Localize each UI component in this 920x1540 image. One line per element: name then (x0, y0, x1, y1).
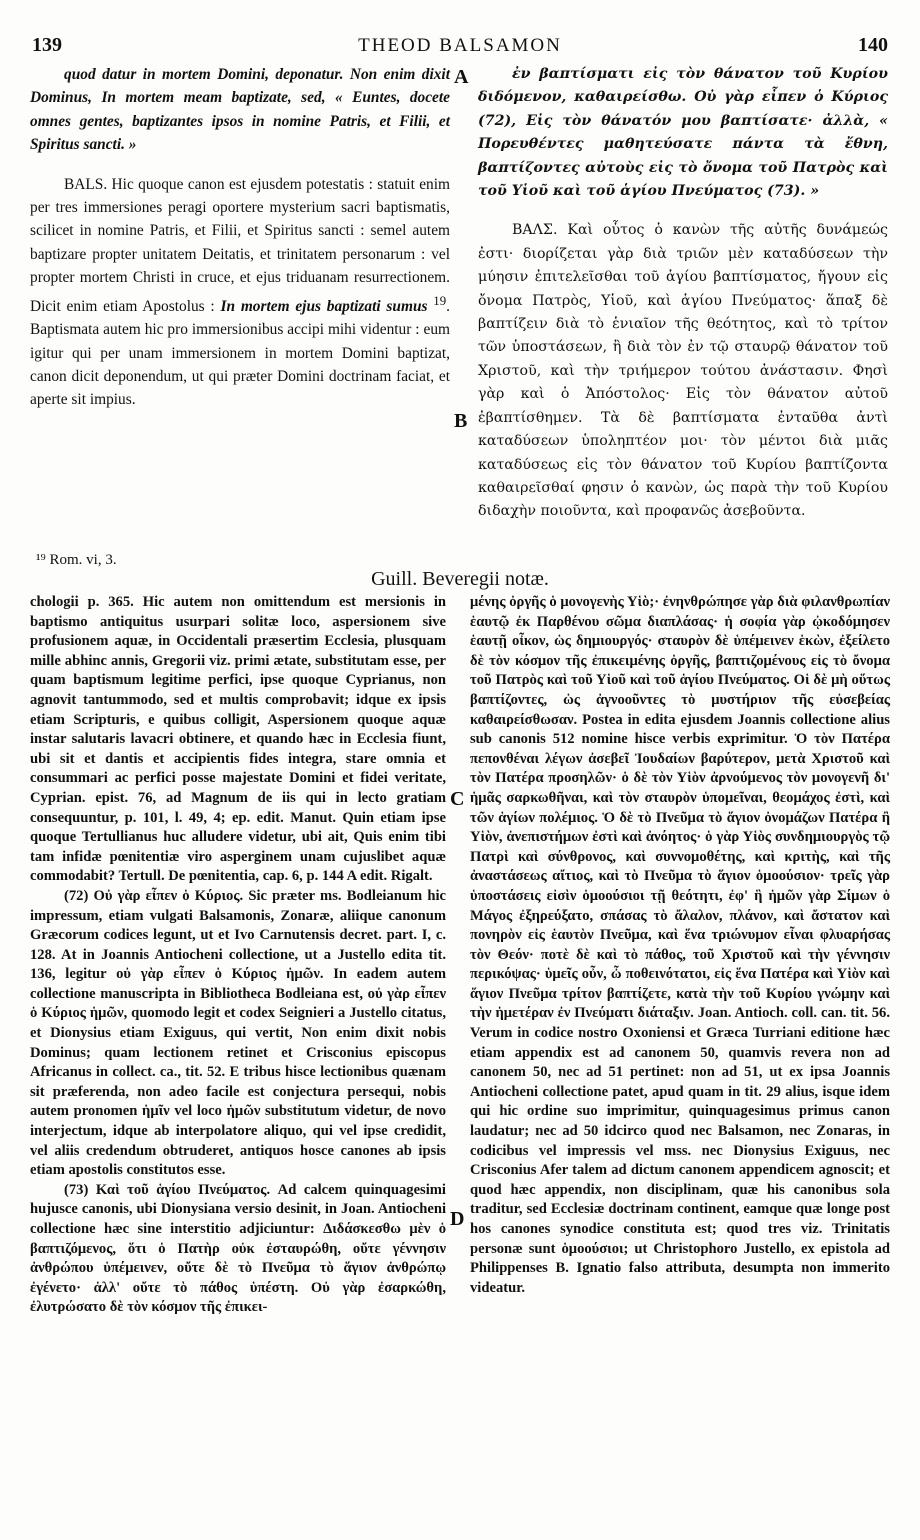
notes-heading: Guill. Beveregii notæ. (371, 568, 549, 590)
greek-canon-quote: ἐν βαπτίσματι εἰς τὸν θάνατον τοῦ Κυρίου διδόμενον, καθαιρείσθω. Οὐ γὰρ εἶπεν ὁ Κύριος (72), Εἰς τὸν θάνατόν μου βαπτίσατε· ἀλλὰ, « Πορευθέντες μαθητεύσατε πάντα τὰ ἔθνη, βαπτίζοντες αὐτοὺς εἰς τὸ ὄνομα τοῦ Πατρὸς καὶ τοῦ Υἱοῦ καὶ τοῦ ἁγίου Πνεύματος (73). » (478, 66, 888, 200)
note-73: (73) Καὶ τοῦ ἁγίου Πνεύματος. Ad calcem quinquagesimi hujusce canonis, ubi Dionysiana versio desinit, in Joan. Antiocheni collectione hæc sine interstitio adjiciuntur: Διδάσκεσθω μὲν ὁ βαπτιζόμενος, ὅτι ὁ Πατὴρ οὐκ ἐσταυρώθη, οὔτε γέννησιν ἀνθρώπου ὑπέμεινεν, οὔτε δὲ τὸ Πνεῦμα τὸ ἅγιον ἀνθρώπῳ ἐγένετο· ἀλλ' οὔτε τὸ πάθος ὑπέστη. Οὐ γὰρ ἐσαρκώθη, ἐλυτρώσατο δὲ τὸν κόσμον τῆς ἐπικει- (30, 1181, 446, 1316)
note-72: (72) Οὐ γὰρ εἶπεν ὁ Κύριος. Sic præter ms. Bodleianum hic impressum, etiam vulgati Balsamonis, Zonaræ, aliique canonum Græcorum codices legunt, ut et Ivo Carnutensis decret. part. I, c. 128. At in Joannis Antiocheni collectione, ut a Justello edita tit. 136, legitur οὐ γὰρ εἶπεν ὁ Κύριος ἡμῶν. In eadem autem collectione manuscripta in Bibliotheca Bodleiana est, οὐ γὰρ εἶπεν ὁ Κύριος ἡμῶν, quomodo legit et codex Seignieri a Justello citatus, et Dionysius etiam Exiguus, qui vertit, Non enim dixit nobis Dominus; quam lectionem retinet et Crisconius episcopus Africanus in collect. ca., tit. 52. E tribus hisce lectionibus quænam sit præferenda, non adeo facile est conjectura persequi, nobis autem pronomen ἡμῖν vel loco ἡμῶν substitutum videtur, de novo interjectum, idque ab interpolatore aliquo, qui vel ipse credidit, vel aliis credendum obtruderet, antiquos hosce canones ab ipsis etiam apostolis constitutos esse. (30, 887, 446, 1179)
latin-column (30, 63, 450, 412)
margin-marker-a: A (454, 66, 469, 88)
footnote-reference: 19 (433, 293, 447, 308)
latin-commentary (30, 173, 450, 412)
greek-column (478, 63, 888, 524)
margin-marker-c: C (450, 788, 465, 810)
latin-commentary-part2: . Baptismata autem hic pro immersionibus accipi mihi videntur : eum igitur qui per unam immersionem in mortem Domini baptizat, canon dicit deponendum, ut qui præter Domini doctrinam faciat, et aperte sit impius. (30, 297, 450, 409)
margin-marker-b: B (454, 410, 468, 432)
latin-commentary-part1: BALS. Hic quoque canon est ejusdem potestatis : statuit enim per tres immersiones peragi oportere mysterium sacri baptismatis, scilicet in nomine Patris, et Filii, et Spiritus sancti : semel autem baptizare propter unitatem Deitatis, et trinitatem personarum : vel propter mortem Christi in cruce, et ejus triduanam resurrectionem. Dicit enim etiam Apostolus : (30, 175, 450, 315)
running-head (32, 34, 888, 60)
margin-marker-d: D (450, 1208, 465, 1230)
notes-left-column (30, 593, 446, 1318)
running-title: THEOD BALSAMON (358, 35, 562, 56)
page-number-left: 139 (32, 34, 62, 56)
greek-commentary: ΒΑΛΣ. Καὶ οὗτος ὁ κανὼν τῆς αὐτῆς δυνάμεώς ἐστι· διορίζεται γὰρ διὰ τριῶν μὲν καταδύσεων τὴν μύησιν ἐπιτελεῖσθαι τοῦ ἁγίου βαπτίσματος, ἤγουν εἰς ὄνομα Πατρὸς, Υἱοῦ, καὶ ἁγίου Πνεύματος· ἅπαξ δὲ βαπτίζειν διὰ τὸ ἑνιαῖον τῆς θεότητος, καὶ τὸ τρίτον τῶν ὑποστάσεων, ἢ διὰ τὸν ἐν τῷ σταυρῷ θάνατον τοῦ Χριστοῦ, καὶ τὴν τριήμερον τούτου ἀνάστασιν. Φησὶ γὰρ καὶ ὁ Ἀπόστολος· Εἰς τὸν θάνατον αὐτοῦ ἐβαπτίσθημεν. Τὰ δὲ βαπτίσματα ἐνταῦθα ἀντὶ καταδύσεων ὑποληπτέον μοι· τὸν μέντοι διὰ μιᾶς καταδύσεως εἰς τὸν θάνατον τοῦ Κυρίου βαπτίζοντα καθαιρεῖσθαί φησιν ὁ κανὼν, ὡς παρὰ τὴν τοῦ Κυρίου διδαχὴν ποιοῦντα, καὶ προφανῶς ἀσεβοῦντα. (478, 222, 888, 520)
latin-commentary-quote: In mortem ejus baptizati sumus (220, 297, 428, 315)
note-continuation: μένης ὀργῆς ὁ μονογενὴς Υἱὸ;· ἐνηνθρώπησε γὰρ διὰ φιλανθρωπίαν ἑαυτῷ ἐκ Παρθένου σῶμα διαπλάσας· ἡ σοφία γὰρ ᾠκοδόμησεν ἑαυτῇ οἶκον, ὡς δημιουργός· σταυρὸν δὲ ὑπέμεινεν ἑκὼν, ἐξείλετο δὲ τὸν κόσμον τῆς ἐπικειμένης ὀργῆς, βαπτιζομένους εἰς τὸ ὄνομα τοῦ Πατρὸς καὶ τοῦ Υἱοῦ καὶ τοῦ ἁγίου Πνεύματος. Οἱ δὲ μὴ οὕτως βαπτίζοντες, ὡς ἀγνοοῦντες τὸ μυστήριον τῆς εὐσεβείας καθαιρείσθωσαν. Postea in edita ejusdem Joannis collectione alius sub canonis 512 nomine hisce verbis exprimitur. Ὁ τὸν Πατέρα πεπονθέναι λέγων ἀσεβεῖ Ἰουδαίων βαρύτερον, μετὰ Χριστοῦ καὶ τὸν Πατέρα προσηλῶν· ὁ δὲ τὸν Υἱὸν ἀρνούμενος τὸν μονογενῆ δι' ἡμᾶς σαρκωθῆναι, καὶ τὸν σταυρὸν ὑπομεῖναι, θεομάχος ἐστὶ, καὶ τῶν ἁγίων πολέμιος. Ὁ δὲ τὸ Πνεῦμα τὸ ἅγιον ὀνομάζων Πατέρα ἢ Υἱὸν, ἀνεπιστήμων ἐστὶ καὶ ἀνόητος· ὁ γὰρ Υἱὸς συνδημιουργὸς τῷ Πατρὶ καὶ σύνθρονος, καὶ συννομοθέτης, καὶ κριτὴς, καὶ τῆς ἀναστάσεως αἴτιος, καὶ τὸ Πνεῦμα τὸ ἅγιον ὁμοούσιον· τρεῖς γὰρ ὑποστάσεις εἰσὶν ὁμοούσιοι τῇ θεότητι, ἐφ' ἣ ἡμῶν γὰρ Σίμων ὁ Μάγος ἐξηρεύξατο, σπάσας τὸ ἄλαλον, πλάνον, καὶ ἄστατον καὶ πονηρὸν εἰς ἑαυτὸν Πνεῦμα, καὶ ἕνα τριώνυμον εἶναι φλυαρήσας τὸν Θεόν· ποτὲ δὲ καὶ τὸ πάθος, τοῦ Χριστοῦ καὶ τὴν γέννησιν περικόψας· ὑμεῖς οὖν, ὦ ποθεινότατοι, εἰς ἕνα Πατέρα καὶ Υἱὸν καὶ ἅγιον Πνεῦμα τρίτον βαπτίζετε, κατὰ τὴν τοῦ Κυρίου γνώμην καὶ τὴν ἡμετέραν ἐν Πνεύματι διάταξιν. Joan. Antioch. coll. can. tit. 56. Verum in codice nostro Oxoniensi et Græca Turriani editione hæc etiam appendix est ad canonem 50, quamvis revera non ad canonem 50, nec ad 51 pertinet: non ad 51, ut ex ipsa Joannis Antiocheni collectione patet, apud quam in tit. 29 alius, isque idem qui hic ordine suo imprimitur, quinquagesimus primus canon laudatur; nec ad 50 idcirco quod nec Balsamon, nec Zonaras, in codicibus vel impressis vel mss. nec Dionysius Exiguus, nec Crisconius Afer talem ad dictum canonem appendicem agnoscit; et quod hæc appendix, non disciplinam, quæ his canonibus sola traditur, sed Ecclesiæ doctrinam continent, eamque quæ longe post hos canones synodice constituta est; quod tres viz. Trinitatis personæ sunt ὁμοούσιοι; ut Christophoro Justello, ex epistola ad Philippenses B. Ignatio falso attributa, desumpta non immerito videatur. (470, 594, 890, 1296)
page-number-right: 140 (858, 34, 888, 56)
footnote: ¹⁹ Rom. vi, 3. (36, 552, 117, 568)
latin-canon-quote: quod datur in mortem Domini, deponatur. Non enim dixit Dominus, In mortem meam baptizate, sed, « Euntes, docete omnes gentes, baptizantes ipsos in nomine Patris, et Filii, et Spiritus sancti. » (30, 66, 450, 154)
notes-right-column (470, 593, 890, 1298)
note-paragraph: chologii p. 365. Hic autem non omittendum est mersionis in baptismo antiquitus usurpari solitæ loco, aspersionem sive profusionem aquæ, in Occidentali præsertim Ecclesia, plusquam mille abhinc annis, Gregorii viz. primi ætate, substitutam esse, per quam baptismum legitime perfici, ipse quoque Cyprianus, non agnovit tantummodo, sed et multis comprobavit; idque ex ipsis etiam Scripturis, e quibus colligit, Aspersionem quoque aquæ instar salutaris lavacri obtinere, et quando hæc in Ecclesia fiunt, ubi sit et dantis et accipientis fides integra, stare omnia et consummari ac perfici posse majestate Domini et fidei veritate, Cyprian. epist. 76, ad Magnum de iis qui in lecto gratiam consequuntur, p. 101, l. 49, 4; ep. edit. Manut. Quin etiam ipse quoque Tertullianus huc alludere videtur, ubi ait, Quis enim tibi tam infidæ pœnitentiæ viro asperginem unam cujuslibet aquæ commodabit? Tertull. De pœnitentia, cap. 6, p. 144 A edit. Rigalt. (30, 594, 446, 885)
